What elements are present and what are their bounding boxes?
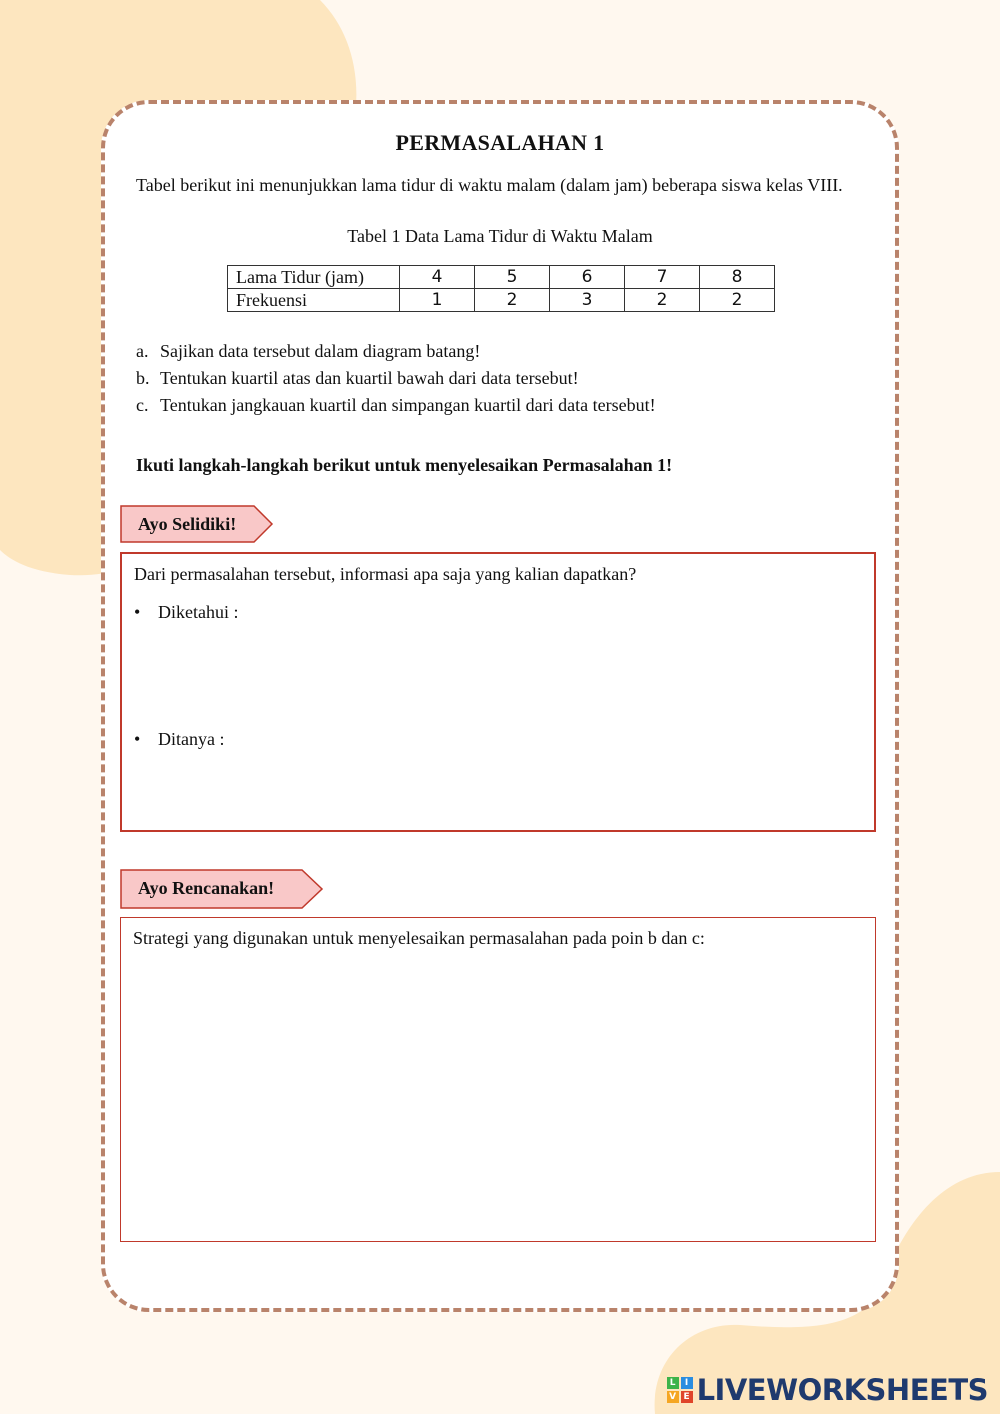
question-item [136, 392, 656, 419]
question-list [136, 338, 656, 419]
bullet-label: Ditanya : [158, 729, 225, 749]
liveworksheets-logo [667, 1372, 988, 1408]
bullet-label: Diketahui : [158, 602, 239, 622]
question-text: Sajikan data tersebut dalam diagram batang! [160, 341, 481, 361]
row-header: Frekuensi [228, 289, 400, 312]
question-marker: c. [136, 395, 149, 415]
sleep-data-table [227, 265, 775, 312]
table-cell: 7 [625, 266, 700, 289]
bullet-icon: • [134, 729, 141, 749]
table-row [228, 289, 775, 312]
page-title: PERMASALAHAN 1 [395, 130, 605, 155]
logo-icon: L I V E [667, 1377, 693, 1403]
bullet-diketahui [134, 602, 238, 623]
question-marker: a. [136, 341, 149, 361]
selidiki-tag-label: Ayo Selidiki! [138, 514, 237, 534]
question-item [136, 365, 656, 392]
selidiki-prompt: Dari permasalahan tersebut, informasi apa saja yang kalian dapatkan? [134, 564, 637, 584]
bullet-icon: • [134, 602, 141, 622]
table-caption: Tabel 1 Data Lama Tidur di Waktu Malam [347, 226, 653, 246]
table-cell: 8 [700, 266, 775, 289]
rencanakan-answer-box[interactable] [120, 917, 876, 1242]
selidiki-answer-box[interactable] [120, 552, 876, 832]
table-cell: 4 [400, 266, 475, 289]
table-cell: 2 [475, 289, 550, 312]
table-cell: 2 [700, 289, 775, 312]
logo-text: LIVEWORKSHEETS [696, 1373, 988, 1407]
bullet-ditanya [134, 729, 224, 750]
table-cell: 6 [550, 266, 625, 289]
table-cell: 2 [625, 289, 700, 312]
table-cell: 3 [550, 289, 625, 312]
row-header: Lama Tidur (jam) [228, 266, 400, 289]
instruction-text: Ikuti langkah-langkah berikut untuk menyelesaikan Permasalahan 1! [136, 455, 673, 475]
table-cell: 5 [475, 266, 550, 289]
question-text: Tentukan jangkauan kuartil dan simpangan kuartil dari data tersebut! [160, 395, 656, 415]
rencanakan-prompt: Strategi yang digunakan untuk menyelesaikan permasalahan pada poin b dan c: [133, 928, 705, 948]
selidiki-tag [120, 505, 275, 543]
table-cell: 1 [400, 289, 475, 312]
intro-text: Tabel berikut ini menunjukkan lama tidur di waktu malam (dalam jam) beberapa siswa kelas VIII. [136, 175, 843, 195]
rencanakan-tag-label: Ayo Rencanakan! [138, 878, 275, 898]
table-row [228, 266, 775, 289]
question-item [136, 338, 656, 365]
rencanakan-tag [120, 869, 325, 907]
question-marker: b. [136, 368, 150, 388]
question-text: Tentukan kuartil atas dan kuartil bawah dari data tersebut! [160, 368, 579, 388]
